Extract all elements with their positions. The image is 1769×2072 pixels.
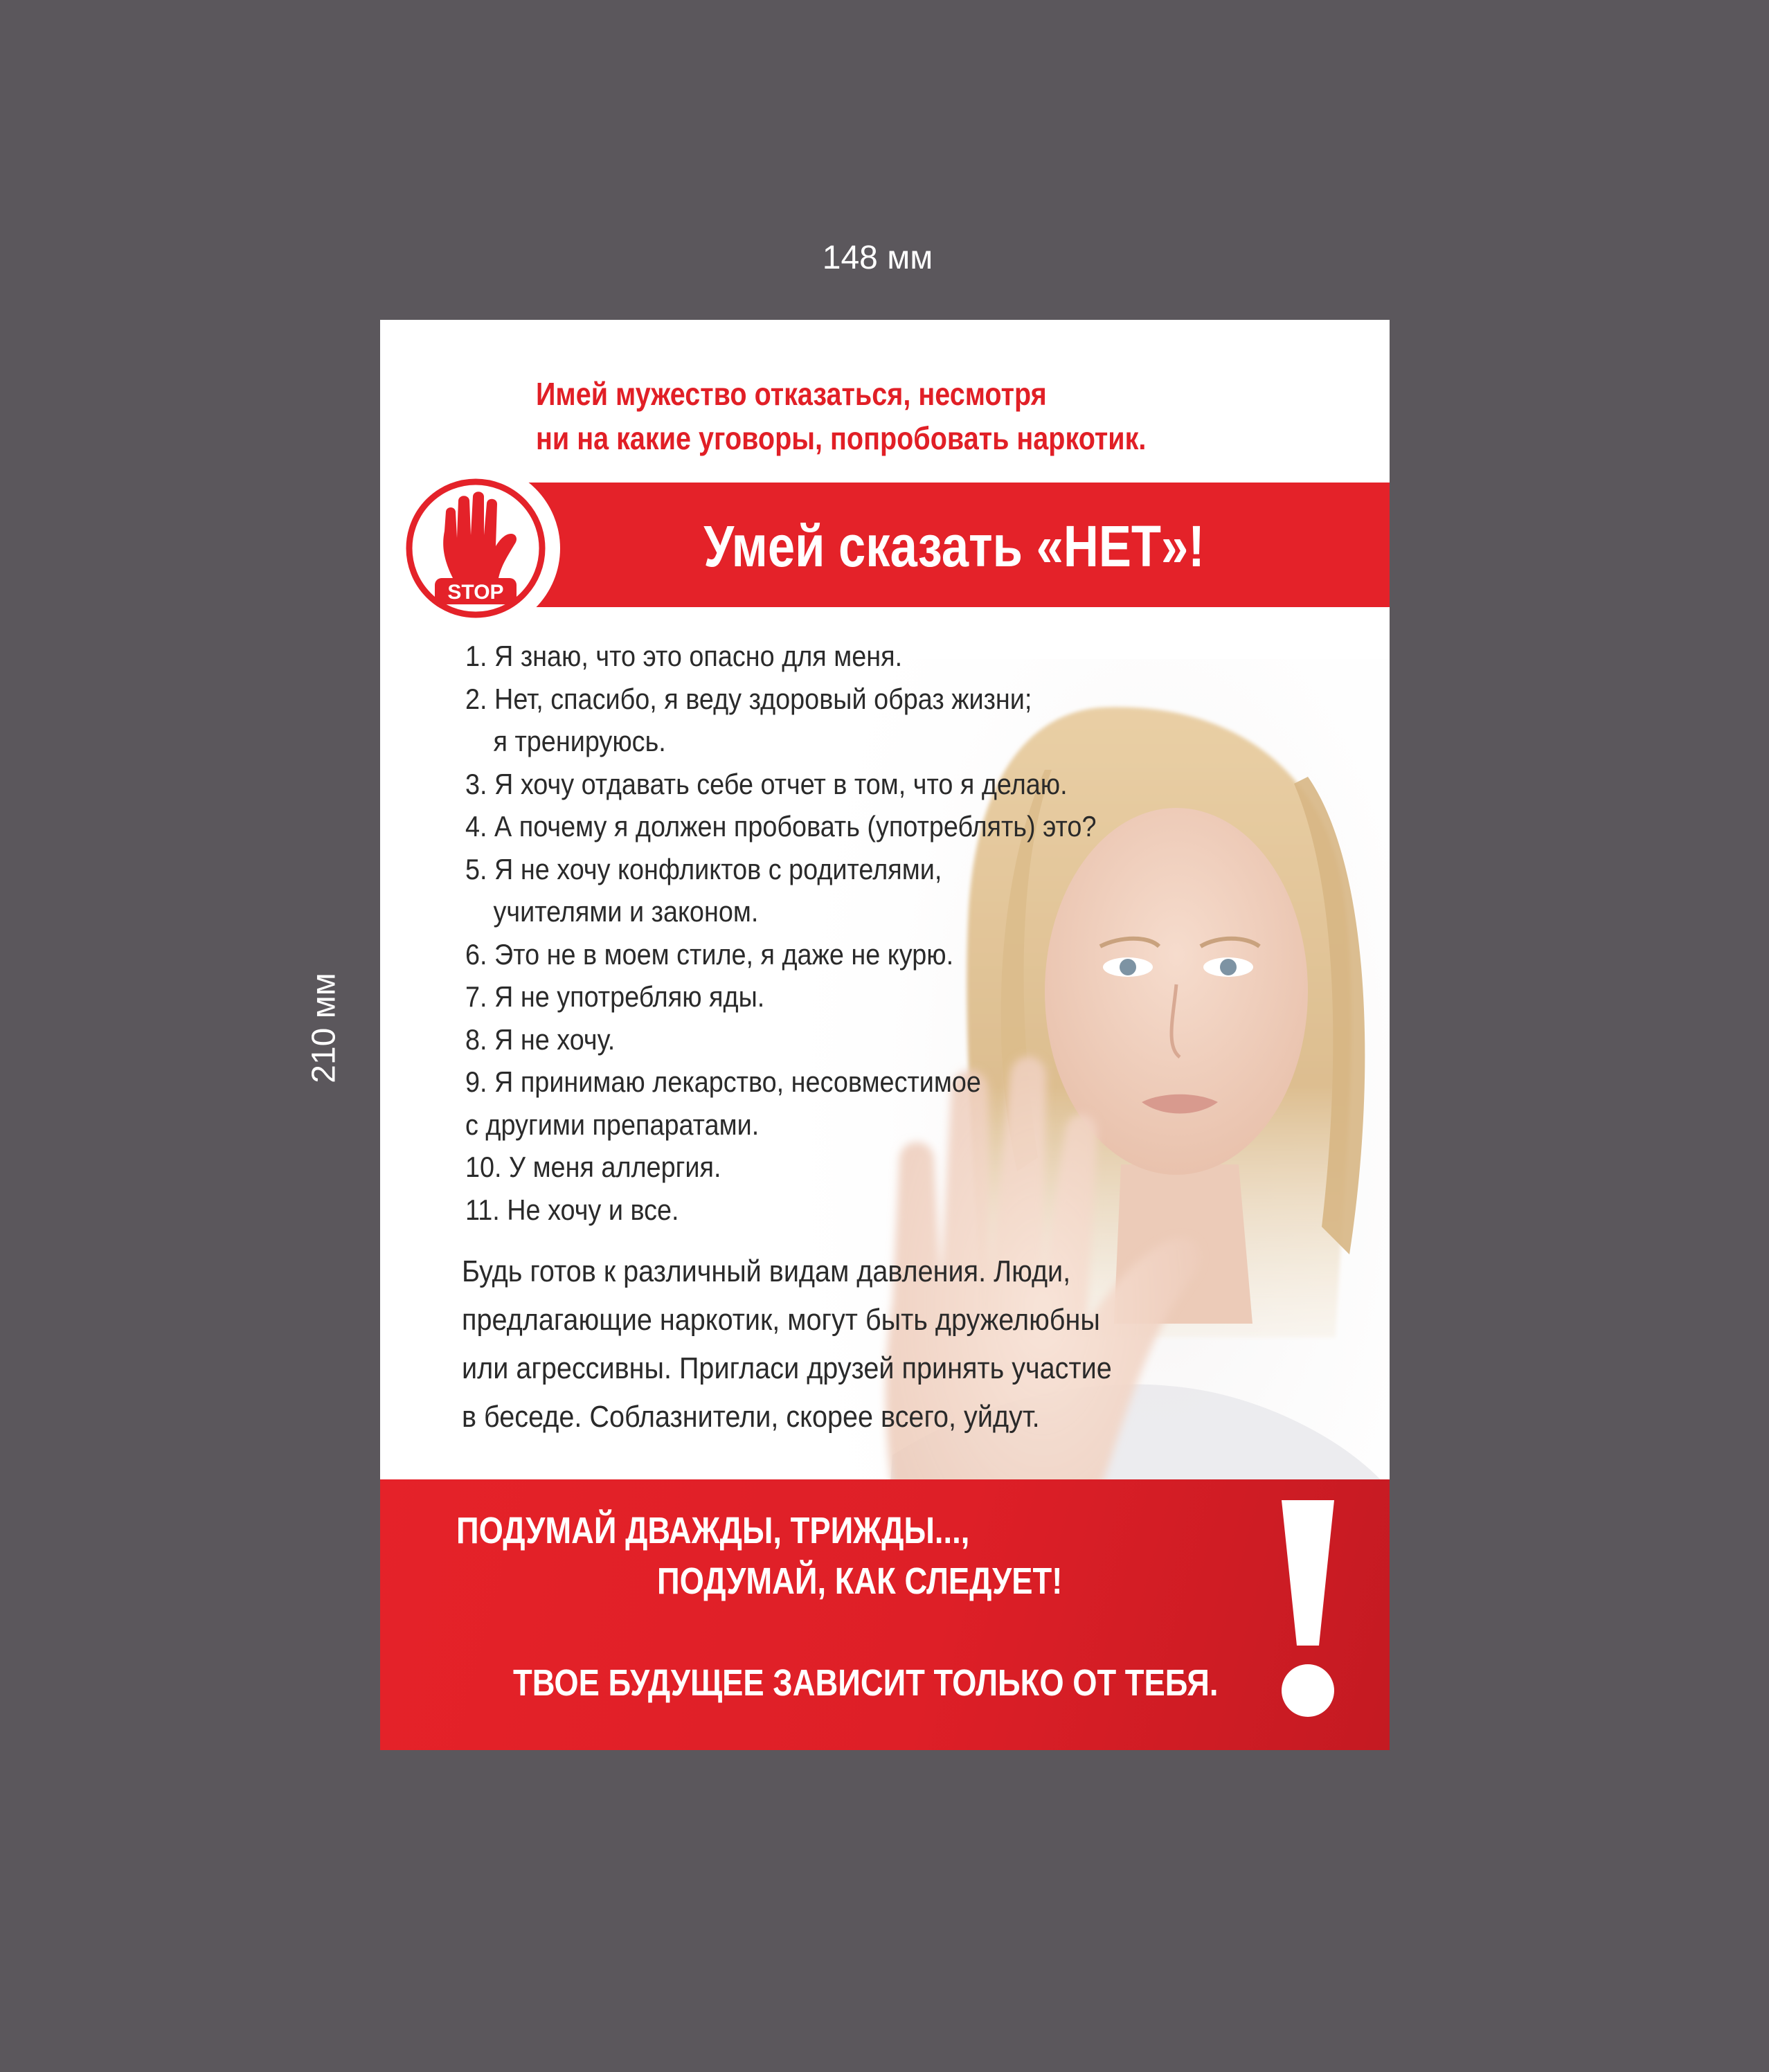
footer-line-3: ТВОЕ БУДУЩЕЕ ЗАВИСИТ ТОЛЬКО ОТ ТЕБЯ. xyxy=(513,1662,1219,1704)
reason-item: 10. У меня аллергия. xyxy=(465,1151,721,1183)
reason-item: 3. Я хочу отдавать себе отчет в том, что я делаю. xyxy=(465,767,1068,800)
advice-paragraph xyxy=(462,1247,1184,1441)
banner-title: Умей сказать «НЕТ»! xyxy=(703,514,1205,579)
reason-item: 1. Я знаю, что это опасно для меня. xyxy=(465,640,903,672)
advice-line-2: предлагающие наркотик, могут быть дружелюбны xyxy=(462,1303,1100,1337)
advice-line-1: Будь готов к различный видам давления. Люди, xyxy=(462,1254,1071,1288)
reason-item: 5. Я не хочу конфликтов с родителями, xyxy=(465,852,942,885)
headline-line-1: Имей мужество отказаться, несмотря xyxy=(536,376,1047,412)
footer-line-1: ПОДУМАЙ ДВАЖДЫ, ТРИЖДЫ..., xyxy=(456,1510,970,1551)
headline xyxy=(536,372,1146,461)
title-banner xyxy=(519,483,1390,607)
reason-item: 4. А почему я должен пробовать (употреблять) это? xyxy=(465,810,1097,843)
leaflet-sheet xyxy=(380,320,1390,1750)
reasons-list xyxy=(465,635,1167,1231)
reason-item: 6. Это не в моем стиле, я даже не курю. xyxy=(465,937,954,971)
width-dimension-label: 148 мм xyxy=(822,240,933,276)
height-dimension-label: 210 мм xyxy=(305,973,343,1083)
stop-badge-text: STOP xyxy=(447,581,504,604)
headline-line-2: ни на какие уговоры, попробовать наркотик. xyxy=(536,420,1147,457)
stop-hand-icon xyxy=(389,462,562,635)
advice-line-3: или агрессивны. Пригласи друзей принять участие xyxy=(462,1351,1112,1385)
reason-item: я тренируюсь. xyxy=(493,725,666,757)
reason-item: 9. Я принимаю лекарство, несовместимое xyxy=(465,1065,981,1098)
reason-item: 2. Нет, спасибо, я веду здоровый образ жизни; xyxy=(465,682,1032,715)
reason-item: учителями и законом. xyxy=(493,895,759,928)
reason-item: 8. Я не хочу. xyxy=(465,1023,616,1056)
reason-item: 11. Не хочу и все. xyxy=(465,1193,679,1226)
reason-item: с другими препаратами. xyxy=(465,1108,760,1141)
reason-item: 7. Я не употребляю яды. xyxy=(465,980,765,1013)
exclamation-mark-icon xyxy=(1273,1500,1343,1722)
footer-line-2: ПОДУМАЙ, КАК СЛЕДУЕТ! xyxy=(657,1560,1063,1602)
advice-line-4: в беседе. Соблазнители, скорее всего, уйдут. xyxy=(462,1400,1040,1434)
